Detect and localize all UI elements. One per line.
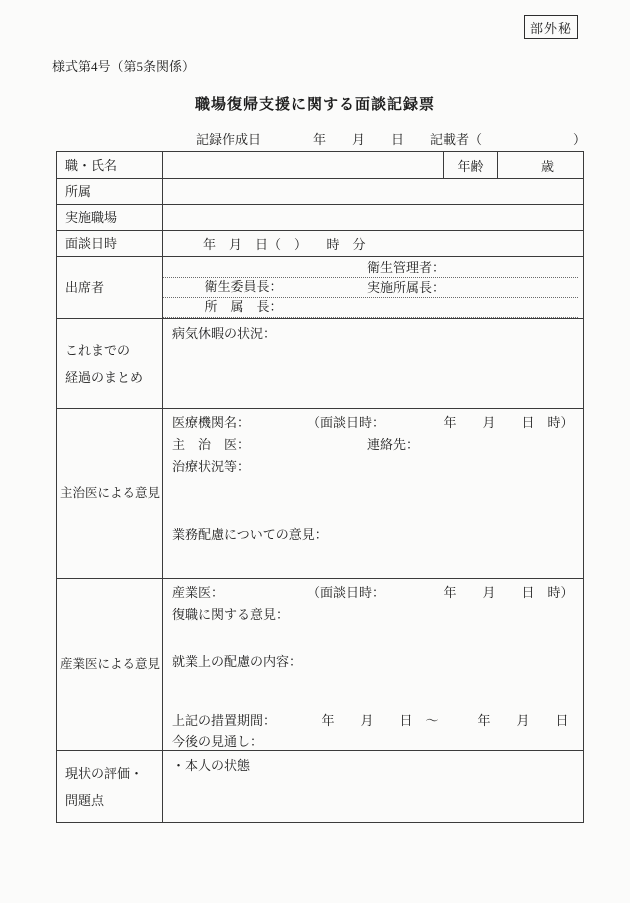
confidential-stamp <box>524 15 578 39</box>
treatment-status-label: 治療状況等： <box>172 459 251 474</box>
table-row-physician-opinion <box>57 408 583 578</box>
occupational-physician-label: 産業医： <box>172 585 225 600</box>
interview-datetime-label-cell <box>57 231 163 256</box>
page-title: 職場復帰支援に関する面談記録票 <box>194 96 435 113</box>
workplace-value-cell <box>163 205 583 230</box>
history-label-line2: 経過のまとめ <box>65 369 144 385</box>
history-label-cell <box>57 319 163 408</box>
evaluation-value-cell <box>163 751 583 822</box>
person-condition-label: ・本人の状態 <box>172 758 251 773</box>
work-consideration-label: 業務配慮についての意見： <box>172 527 328 542</box>
attendees-label-cell <box>57 257 163 318</box>
physician-opinion-label: 主治医による意見 <box>60 486 161 500</box>
table-row-attendees <box>57 256 583 318</box>
affiliation-label: 所属 <box>65 184 92 199</box>
history-value-cell <box>163 319 583 408</box>
table-row-affiliation <box>57 178 583 204</box>
interview-record-table <box>56 151 584 823</box>
physician-interview-datetime: （面談日時： 年 月 日 時） <box>307 415 574 430</box>
attendee-line <box>163 278 578 314</box>
table-row-interview-datetime <box>57 230 583 256</box>
attendees-value-cell <box>163 257 583 318</box>
affiliation-value-cell <box>163 179 583 204</box>
evaluation-label-cell <box>57 751 163 822</box>
medical-institution-label: 医療機関名： <box>172 415 251 430</box>
age-value-cell <box>497 152 583 178</box>
form-number: 様式第4号（第5条関係） <box>52 59 196 74</box>
future-outlook-label: 今後の見通し： <box>172 734 264 749</box>
history-label-line1: これまでの <box>65 342 131 358</box>
physician-opinion-value-cell <box>163 409 583 578</box>
attendee-line <box>163 298 578 318</box>
sick-leave-status-label: 病気休暇の状況： <box>172 326 277 341</box>
workplace-label-cell <box>57 205 163 230</box>
name-label: 職・氏名 <box>65 157 118 173</box>
age-unit: 歳 <box>540 158 554 174</box>
contact-label: 連絡先： <box>367 437 420 452</box>
attendee-role-health-manager: 衛生管理者： <box>367 260 446 275</box>
age-label: 年齢 <box>457 158 484 174</box>
table-row-current-evaluation <box>57 750 583 822</box>
table-row-occupational-physician-opinion <box>57 578 583 750</box>
attendee-role-department-head: 所 属 長： <box>204 299 283 314</box>
record-date-line: 記録作成日 年 月 日 記載者（ ） <box>196 132 587 147</box>
evaluation-label-line1: 現状の評価・ <box>65 765 144 781</box>
physician-opinion-label-cell <box>57 409 163 578</box>
table-row-history-summary <box>57 318 583 408</box>
interview-datetime-value: 年 月 日（ ） 時 分 <box>203 237 366 252</box>
interview-datetime-label: 面談日時 <box>65 236 118 251</box>
occupational-opinion-label: 産業医による意見 <box>60 657 161 671</box>
table-row-name <box>57 152 583 178</box>
workplace-label: 実施職場 <box>65 210 118 225</box>
name-label-cell <box>57 152 163 178</box>
measure-period-line: 上記の措置期間： 年 月 日 ～ 年 月 日 <box>172 713 569 728</box>
evaluation-label-line2: 問題点 <box>65 792 105 808</box>
occupational-opinion-label-cell <box>57 579 163 750</box>
attending-doctor-label: 主 治 医： <box>172 437 251 452</box>
confidential-label: 部外秘 <box>529 20 572 36</box>
affiliation-label-cell <box>57 179 163 204</box>
work-accommodation-label: 就業上の配慮の内容： <box>172 654 303 669</box>
occupational-opinion-value-cell <box>163 579 583 750</box>
age-label-cell <box>443 152 497 178</box>
table-row-workplace <box>57 204 583 230</box>
attendees-label: 出席者 <box>65 280 105 295</box>
attendee-role-health-committee-chair: 衛生委員長： <box>204 279 283 294</box>
occupational-interview-datetime: （面談日時： 年 月 日 時） <box>307 585 574 600</box>
name-value-cell <box>163 152 443 178</box>
interview-datetime-value-cell <box>163 231 583 256</box>
attendee-role-implementing-department-head: 実施所属長： <box>367 280 446 295</box>
reinstatement-opinion-label: 復職に関する意見： <box>172 607 290 622</box>
